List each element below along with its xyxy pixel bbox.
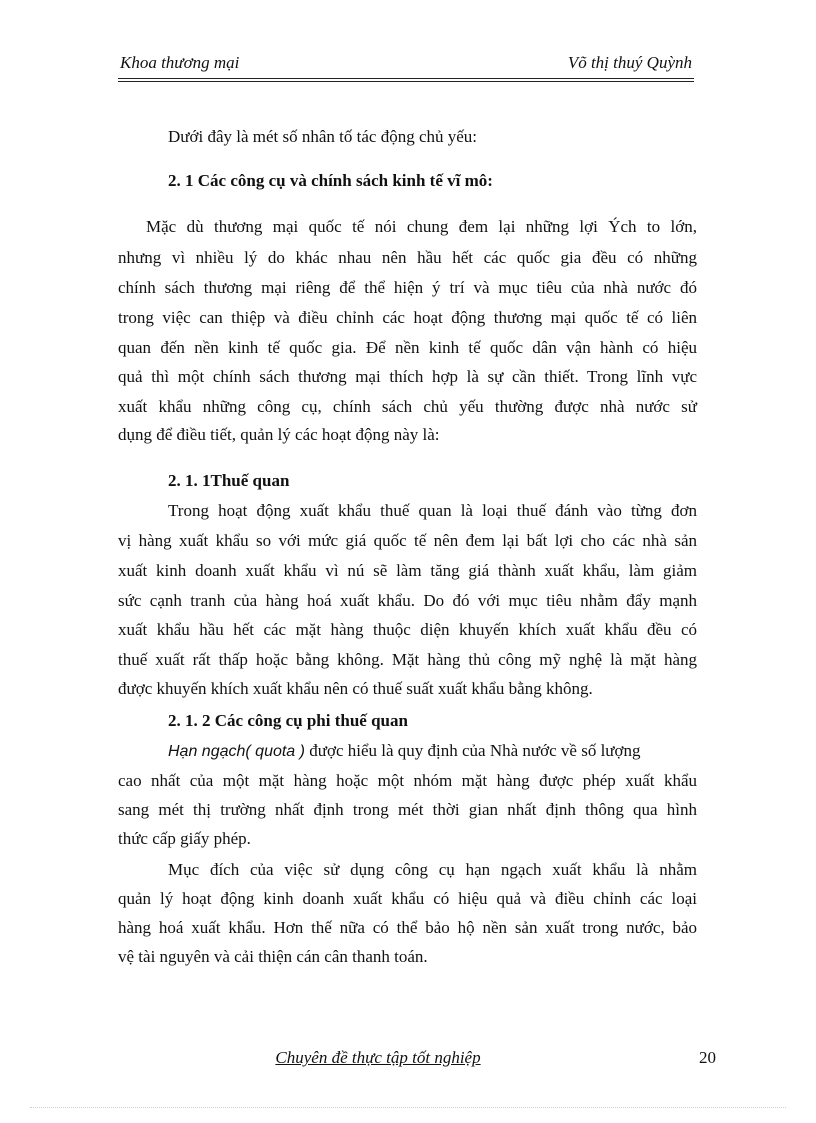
paragraph-line: nhưng vì nhiều lý do khác nhau nên hầu hết các quốc gia đều có những xyxy=(118,248,697,267)
quota-term: Hạn ngạch( quota ) xyxy=(168,743,305,760)
paragraph-line: sức cạnh tranh của hàng hoá xuất khẩu. Do đó với mục tiêu nhằm đẩy mạnh xyxy=(118,591,697,610)
page-bottom-divider xyxy=(30,1107,786,1108)
intro-line: Dưới đây là mét số nhân tố tác động chủ yếu: xyxy=(168,127,478,146)
paragraph-line: Mặc dù thương mại quốc tế nói chung đem lại những lợi Ých to lớn, xyxy=(146,217,697,236)
header-author: Võ thị thuý Quỳnh xyxy=(567,53,692,72)
paragraph-line: thuế xuất rất thấp hoặc bằng không. Mặt hàng thủ công mỹ nghệ là mặt hàng xyxy=(118,650,697,669)
paragraph-line: Trong hoạt động xuất khẩu thuế quan là loại thuế đánh vào từng đơn xyxy=(168,501,697,520)
paragraph-line: vệ tài nguyên và cải thiện cán cân thanh toán. xyxy=(118,947,428,966)
paragraph-line: thức cấp giấy phép. xyxy=(118,829,251,848)
page-header xyxy=(118,52,694,82)
subsection-heading: 2. 1. 2 Các công cụ phi thuế quan xyxy=(168,711,408,730)
paragraph-line: quả thì một chính sách thương mại thích hợp là sự cần thiết. Trong lĩnh vực xyxy=(118,367,697,386)
page-footer xyxy=(118,1048,716,1072)
paragraph-text: được hiểu là quy định của Nhà nước về số lượng xyxy=(304,741,641,760)
subsection-heading: 2. 1. 1Thuế quan xyxy=(168,471,290,490)
header-faculty: Khoa thương mại xyxy=(120,53,240,72)
paragraph-line: xuất khẩu những công cụ, chính sách chủ yếu thường được nhà nước sử xyxy=(118,397,697,416)
paragraph-first-line xyxy=(168,736,641,767)
paragraph-line: dụng để điều tiết, quản lý các hoạt động này là: xyxy=(118,425,440,444)
paragraph-line: Mục đích của việc sử dụng công cụ hạn ngạch xuất khẩu là nhằm xyxy=(168,860,697,879)
paragraph-line: trong việc can thiệp và điều chỉnh các hoạt động thương mại quốc tế có liên xyxy=(118,308,697,327)
paragraph-line: quan đến nền kinh tế quốc gia. Để nền kinh tế quốc dân vận hành có hiệu xyxy=(118,338,697,357)
footer-title: Chuyên đề thực tập tốt nghiệp xyxy=(275,1048,481,1067)
paragraph-line: quản lý hoạt động kinh doanh xuất khẩu có hiệu quả và điều chỉnh các loại xyxy=(118,889,697,908)
paragraph-line: chính sách thương mại riêng để thể hiện ý trí và mục tiêu của nhà nước đó xyxy=(118,278,697,297)
paragraph-line: xuất kinh doanh xuất khẩu vì nú sẽ làm tăng giá thành xuất khẩu, làm giảm xyxy=(118,561,697,580)
paragraph-line: cao nhất của một mặt hàng hoặc một nhóm mặt hàng được phép xuất khẩu xyxy=(118,771,697,790)
paragraph-line: hàng hoá xuất khẩu. Hơn thế nữa có thể bảo hộ nền sản xuất trong nước, bảo xyxy=(118,918,697,937)
page-number: 20 xyxy=(699,1048,716,1067)
paragraph-line: sang mét thị trường nhất định trong mét thời gian nhất định thông qua hình xyxy=(118,800,697,819)
paragraph-line: được khuyến khích xuất khẩu nên có thuế suất xuất khẩu bằng không. xyxy=(118,679,593,698)
paragraph-line: vị hàng xuất khẩu so với mức giá quốc tế nên đem lại bất lợi cho các nhà sản xyxy=(118,531,697,550)
section-heading: 2. 1 Các công cụ và chính sách kinh tế vĩ mô: xyxy=(168,171,493,190)
paragraph-line: xuất khẩu hầu hết các mặt hàng thuộc diện khuyến khích xuất khẩu đều có xyxy=(118,620,697,639)
